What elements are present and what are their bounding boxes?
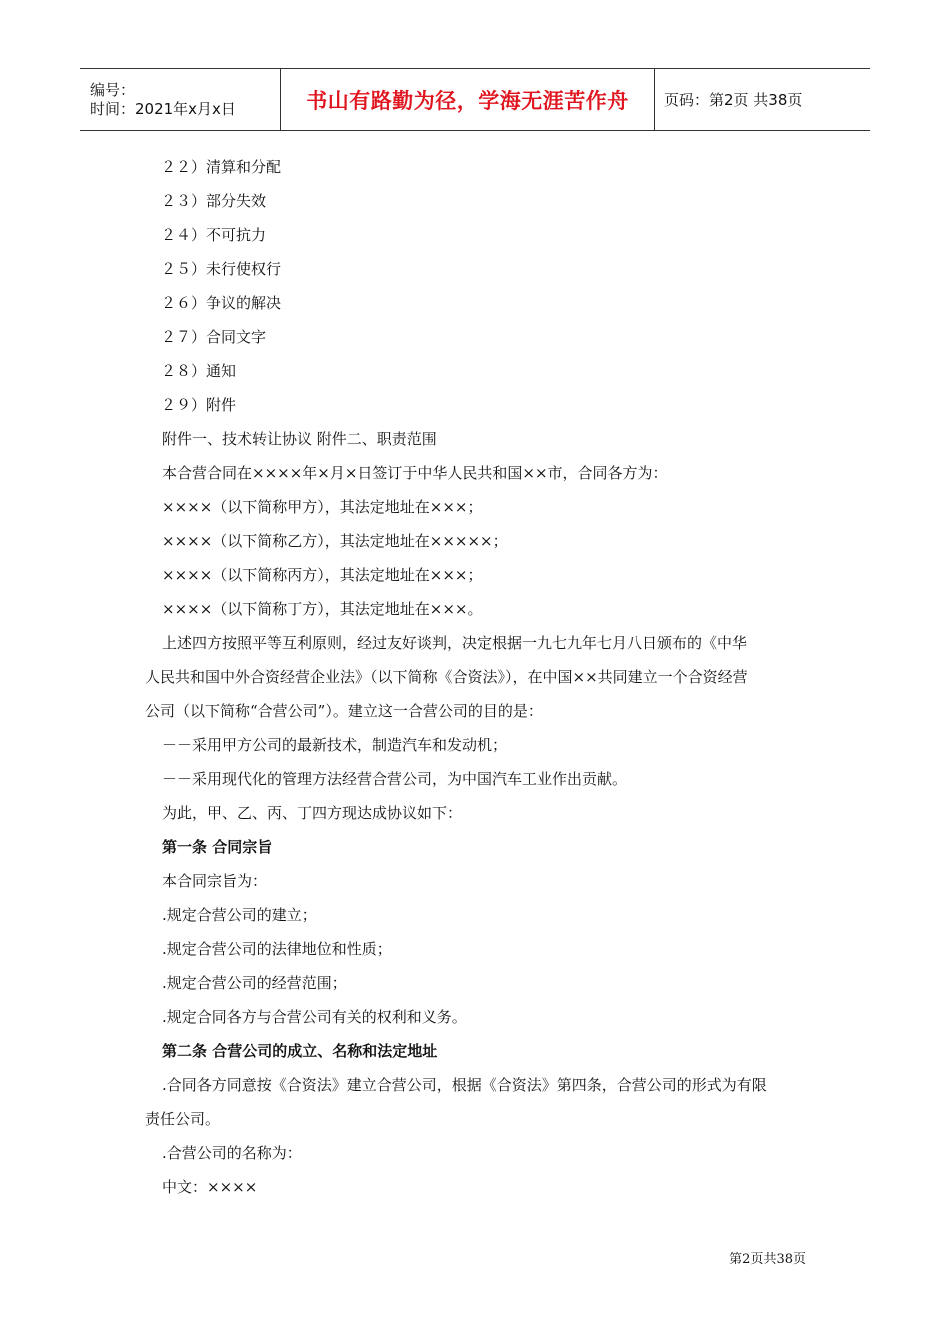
- list-item: .规定合营公司的建立；: [162, 906, 317, 924]
- article-heading: 第一条 合同宗旨: [162, 838, 273, 856]
- document-time-label: 时间：2021年x月x日: [90, 99, 236, 118]
- purpose-item: －－采用甲方公司的最新技术，制造汽车和发动机；: [162, 736, 508, 754]
- paragraph: 为此，甲、乙、丙、丁四方现达成协议如下：: [162, 804, 463, 822]
- page-footer: 第2页共38页: [729, 1252, 806, 1267]
- paragraph-continuation: 责任公司。: [145, 1110, 221, 1128]
- party-line: ××××（以下简称丙方），其法定地址在×××；: [162, 566, 483, 584]
- party-line: ××××（以下简称丁方），其法定地址在×××。: [162, 600, 483, 618]
- purpose-item: －－采用现代化的管理方法经营合营公司，为中国汽车工业作出贡献。: [162, 770, 628, 788]
- toc-item: ２３）部分失效: [161, 192, 267, 210]
- paragraph: 本合营合同在××××年×月×日签订于中华人民共和国××市，合同各方为：: [162, 464, 668, 482]
- paragraph: .合营公司的名称为：: [162, 1144, 302, 1162]
- paragraph: 中文：××××: [162, 1178, 258, 1196]
- paragraph: 上述四方按照平等互利原则，经过友好谈判，决定根据一九七九年七月八日颁布的《中华: [162, 634, 748, 652]
- toc-item: ２８）通知: [161, 362, 237, 380]
- header-meta: [80, 69, 281, 130]
- paragraph: 本合同宗旨为：: [162, 872, 268, 890]
- paragraph-continuation: 公司（以下简称“合营公司”）。建立这一合营公司的目的是：: [145, 702, 543, 720]
- toc-item: ２５）未行使权行: [161, 260, 282, 278]
- paragraph-continuation: 人民共和国中外合资经营企业法》（以下简称《合资法》），在中国××共同建立一个合资经营: [145, 668, 748, 686]
- list-item: .规定合同各方与合营公司有关的权利和义务。: [162, 1008, 467, 1026]
- list-item: .规定合营公司的法律地位和性质；: [162, 940, 392, 958]
- toc-item: ２６）争议的解决: [161, 294, 282, 312]
- appendix-list: 附件一、技术转让协议 附件二、职责范围: [162, 430, 437, 448]
- party-line: ××××（以下简称甲方），其法定地址在×××；: [162, 498, 483, 516]
- header-motto: 书山有路勤为径，学海无涯苦作舟: [281, 69, 655, 130]
- toc-item: ２９）附件: [161, 396, 237, 414]
- document-number-label: 编号：: [90, 80, 136, 99]
- toc-item: ２４）不可抗力: [161, 226, 267, 244]
- article-heading: 第二条 合营公司的成立、名称和法定地址: [162, 1042, 438, 1060]
- toc-item: ２７）合同文字: [161, 328, 267, 346]
- document-body: [145, 150, 815, 1204]
- paragraph: .合同各方同意按《合资法》建立合营公司，根据《合资法》第四条，合营公司的形式为有限: [162, 1076, 767, 1094]
- page-header: [80, 68, 870, 131]
- list-item: .规定合营公司的经营范围；: [162, 974, 347, 992]
- toc-item: ２２）清算和分配: [161, 158, 282, 176]
- party-line: ××××（以下简称乙方），其法定地址在×××××；: [162, 532, 508, 550]
- header-page-label: 页码：第2页 共38页: [664, 91, 803, 109]
